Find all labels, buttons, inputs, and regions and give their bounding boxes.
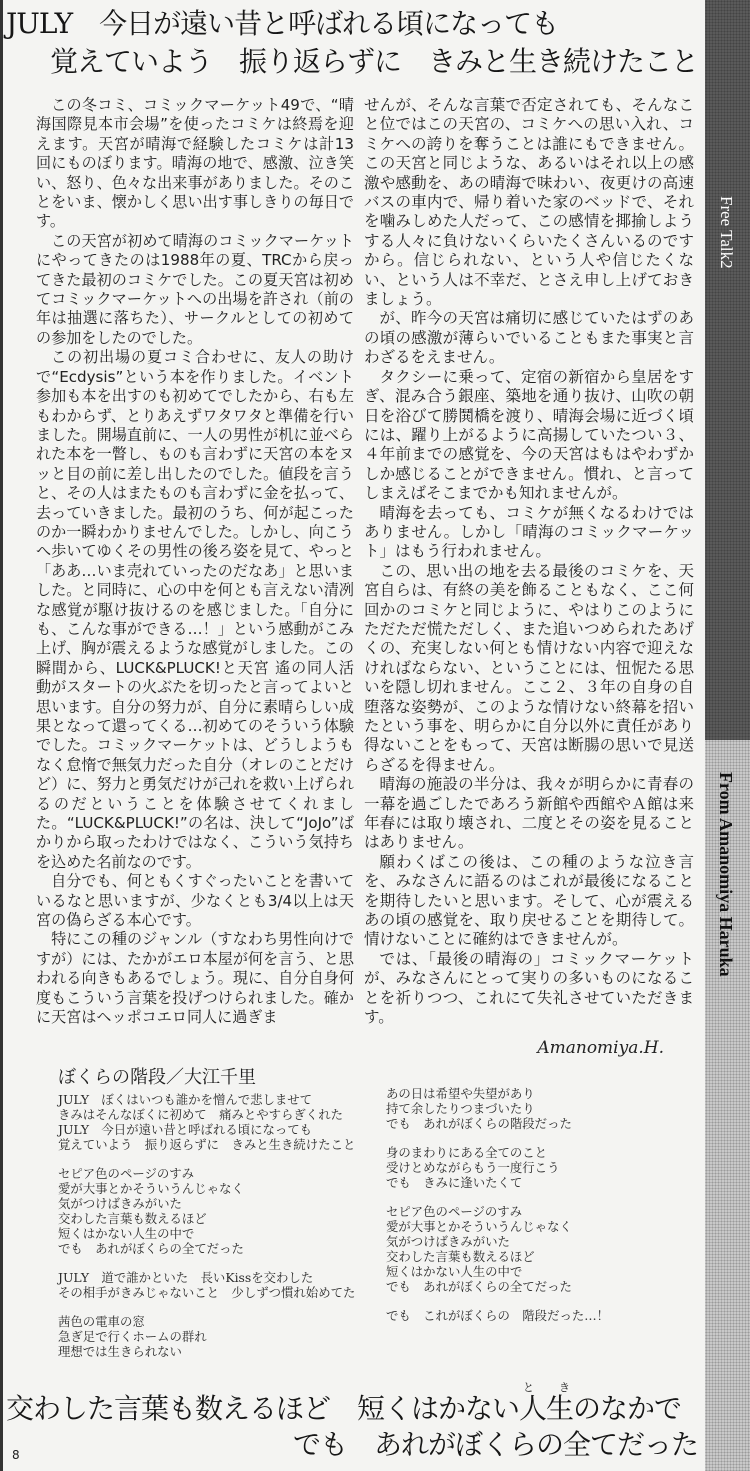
lyrics-line: でも あれがぼくらの階段だった — [386, 1115, 572, 1131]
lyrics-line: 受けとめながらもう一度行こう — [386, 1159, 560, 1175]
lyrics-line: 短くはかない人生の中で — [386, 1263, 523, 1279]
lyrics-left — [58, 1092, 368, 1359]
lyrics-stanza — [386, 1086, 696, 1131]
lyrics-line: 持て余したりつまづいたり — [386, 1100, 535, 1116]
lyrics-line: 気がつけばきみがいた — [386, 1233, 510, 1249]
essay-paragraph: では、「最後の晴海の」コミックマーケットが、みなさんにとって実りの多いものになることを祈りつつ、これにて失礼させていただきます。 — [364, 949, 694, 1027]
lyrics-stanza — [58, 1314, 368, 1359]
signature: Amanomiya.H. — [537, 1037, 664, 1058]
lyrics-line: 急ぎ足で行くホームの群れ — [58, 1328, 207, 1344]
lyrics-line: 愛が大事とかそういうんじゃなく — [386, 1218, 572, 1234]
lyrics-line: 理想では生きられない — [58, 1343, 182, 1359]
lyrics-line: 気がつけばきみがいた — [58, 1195, 182, 1211]
essay-paragraph: 自分でも、何ともくすぐったいことを書いているなと思いますが、少なくとも3/4以上は天宮の偽らざる本心です。 — [36, 872, 354, 930]
essay — [6, 96, 698, 1060]
essay-paragraph: 晴海の施設の半分は、我々が明らかに青春の一幕を過ごしたであろう新館や西館やＡ館は来年春には取り壊され、二度とその姿を見ることはありません。 — [364, 775, 694, 852]
lyrics-stanza — [58, 1270, 368, 1300]
lyrics-line: 茜色の電車の窓 — [58, 1313, 145, 1329]
footer-lyric-line-2: でも あれがぼくらの全てだった — [292, 1427, 698, 1461]
lyrics-line: JULY 道で誰かといた 長いKissを交わした — [58, 1269, 314, 1285]
lyrics-line: でも これがぼくらの 階段だった…！ — [386, 1307, 610, 1323]
essay-paragraph: 晴海を去っても、コミケが無くなるわけではありません。しかし「晴海のコミックマーケット」はもう行われません。 — [364, 503, 694, 561]
lyrics-line: あの日は希望や失望があり — [386, 1085, 535, 1101]
ruby-word — [519, 1380, 574, 1425]
essay-paragraph: タクシーに乗って、定宿の新宿から皇居をすぎ、混み合う銀座、築地を通り抜け、山吹の朝日を浴びて勝鬨橋を渡り、晴海会場に近づく頃には、躍り上がるように高揚していたつい３、４年前までの感覚を、今の天宮はもはやわずかしか感じることができません。慣れ、と言ってしまえばそこまでかも知れませんが。 — [364, 367, 694, 503]
lyrics-line: JULY 今日が遠い昔と呼ばれる頃になっても — [58, 1121, 313, 1137]
lyrics-stanza — [58, 1166, 368, 1256]
lyrics-line: JULY ぼくはいつも誰かを憎んで悲しませて — [58, 1091, 313, 1107]
lyrics-line: その相手がきみじゃないこと 少しずつ慣れ始めてた — [58, 1284, 356, 1300]
essay-right-column — [364, 96, 694, 1028]
lyrics-stanza — [386, 1145, 696, 1190]
essay-paragraph: この初出場の夏コミ合わせに、友人の助けで“Ecdysis”という本を作りました。イベント参加も本を出すのも初めてでしたから、右も左もわからず、とりあえずワタワタと準備を行いました。開場直前に、一人の男性が机に並べられた本を一瞥し、ものも言わずに天宮の本をヌッと目の前に差し出したのでした。値段を言うと、その人はまたものも言わずに金を払って、去っていきました。最初のうち、何が起こったのか一瞬わかりませんでした。しかし、向こうへ歩いてゆくその男性の後ろ姿を見て、やっと「ああ…いま売れていったのだなあ」と思いました。と同時に、心の中を何とも言えない清冽な感覚が駆け抜けるのを感じました。「自分にも、こんな事ができる…！」という感動がこみ上げ、胸が震えるような感覚がしました。この瞬間から、LUCK&PLUCK!と天宮 遙の同人活動がスタートの火ぶたを切ったと言ってよいと思います。自分の努力が、自分に素晴らしい成果となって還ってくる…初めてのそういう体験でした。コミックマーケットは、どうしようもなく怠惰で無気力だった自分（オレのことだけど）に、努力と勇気だけが己れを救い上げられるのだということを体験させてくれました。“LUCK&PLUCK!”の名は、決して“JoJo”ばかりから取ったわけではなく、こういう気持ちを込めた名前なのです。 — [36, 348, 354, 871]
lyrics-stanza — [58, 1092, 368, 1152]
footer-line1-b: のなかで — [573, 1391, 682, 1425]
essay-paragraph: この天宮が初めて晴海のコミックマーケットにやってきたのは1988年の夏、TRCから戻ってきた最初のコミケでした。この夏天宮は初めてコミックマーケットへの出場を許され（前の年は抽選に落ちた）、サークルとしての初めての参加をしたのでした。 — [36, 231, 354, 347]
ruby-text: と き — [519, 1380, 574, 1394]
lyrics-line: セピア色のページのすみ — [58, 1165, 195, 1181]
lyrics-left-wrap — [58, 1066, 368, 1373]
lyrics-line: 覚えていよう 振り返らずに きみと生き続けたこと — [58, 1136, 356, 1152]
header-lyric-line-1: JULY 今日が遠い昔と呼ばれる頃になっても — [6, 7, 559, 40]
section-title: Free Talk2 — [717, 196, 736, 269]
page-number: 8 — [12, 1447, 20, 1462]
ruby-base: 人生 — [519, 1391, 574, 1425]
lyrics-line: セピア色のページのすみ — [386, 1203, 523, 1219]
lyrics-line: きみはそんなぼくに初めて 痛みとやすらぎくれた — [58, 1106, 343, 1122]
essay-right-wrap — [364, 96, 694, 1060]
lyrics-line: でも あれがぼくらの全てだった — [58, 1240, 244, 1256]
section-tab-dark — [705, 0, 750, 740]
lyrics-line: でも きみに逢いたくて — [386, 1174, 523, 1190]
essay-paragraph: この冬コミ、コミックマーケット49で、“晴海国際見本市会場”を使ったコミケは終焉を迎えます。天宮が晴海で経験したコミケは計13回にものぼります。晴海の地で、感激、泣き笑い、怒り、色々な出来事がありました。そのことをいま、懐かしく思い出す事しきりの毎日です。 — [36, 96, 354, 231]
footer-line1-a: 交わした言葉も数えるほど 短くはかない — [6, 1391, 520, 1425]
lyrics-right — [386, 1086, 696, 1323]
essay-paragraph: 特にこの種のジャンル（すなわち男性向けですが）には、たかがエロ本屋が何を言う、と思われる向きもあるでしょう。現に、自分自身何度もこういう言葉を投げつけられました。確かに天宮はヘッポコエロ同人に過ぎま — [36, 930, 354, 1027]
footer-row — [6, 1427, 698, 1463]
essay-paragraph: せんが、そんな言葉で否定されても、そんなこと位ではこの天宮の、コミケへの思い入れ、コミケへの誇りを奪うことは誰にもできません。この天宮と同じような、あるいはそれ以上の感激や感動を、あの晴海で味わい、夜更けの高速バスの車内で、帰り着いた家のベッドで、それを噛みしめた人だって、この感情を揶揄しようする人々に負けないくらいたくさんいるのですから。信じられない、という人や信じたくない、という人は不幸だ、とさえ申し上げておきましょう。 — [364, 96, 694, 309]
lyrics-line: 身のまわりにある全てのこと — [386, 1144, 548, 1160]
essay-paragraph: この、思い出の地を去る最後のコミケを、天宮自らは、有終の美を飾ることもなく、ここ何回かのコミケと同じように、やはりこのようにただただ慌ただしく、また追いつめられたあげくの、充実しない何とも情けない内容で迎えなければならない、ということには、忸怩たる思いを隠し切れません。ここ２、３年の自身の自堕落な姿勢が、このような情けない終幕を招いたという事を、明らかに自分以外に責任があり得ないことをもって、天宮は断腸の思いで見送らざるを得ません。 — [364, 561, 694, 774]
lyrics-line: 愛が大事とかそういうんじゃなく — [58, 1180, 244, 1196]
lyrics-stanza — [386, 1204, 696, 1294]
essay-paragraph: 願わくばこの後は、この種のような泣き言を、みなさんに語るのはこれが最後になることを期待したいと思います。そして、心が震えるあの頃の感覚を、取り戻せることを期待して。情けないことに確約はできませんが。 — [364, 852, 694, 949]
lyrics-section — [6, 1066, 698, 1373]
header-lyric-line-2: 覚えていよう 振り返らずに きみと生き続けたこと — [49, 45, 698, 78]
lyrics-stanza — [386, 1308, 696, 1323]
essay-paragraph: が、昨今の天宮は痛切に感じていたはずのあの頃の感激が薄らいでいることもまた事実と言わざるをえません。 — [364, 309, 694, 367]
lyrics-line: 短くはかない人生の中で — [58, 1225, 195, 1241]
footer-lyric-line-1 — [6, 1381, 698, 1427]
lyrics-line: でも あれがぼくらの全てだった — [386, 1278, 572, 1294]
essay-left-column — [36, 96, 354, 1028]
lyrics-line: 交わした言葉も数えるほど — [386, 1248, 535, 1264]
lyrics-right-wrap — [386, 1066, 696, 1337]
song-title: ぼくらの階段／大江千里 — [58, 1066, 256, 1088]
author-label: From Amanomiya Haruka — [716, 772, 736, 977]
lyrics-line: 交わした言葉も数えるほど — [58, 1210, 207, 1226]
